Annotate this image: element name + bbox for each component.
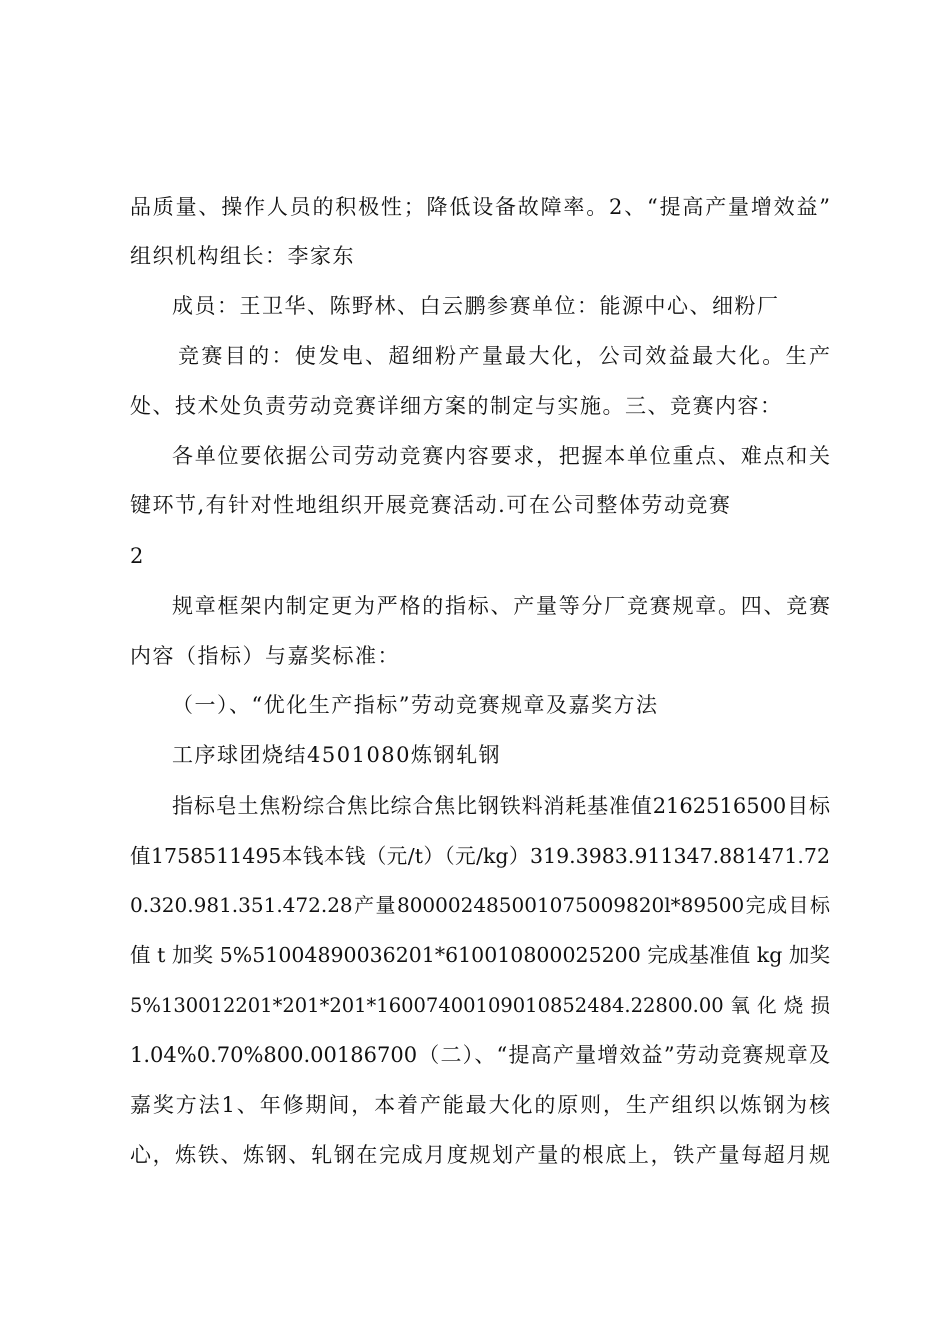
paragraph-line-11: 指标皂土焦粉综合焦比综合焦比钢铁料消耗基准值2162516500目标 [172, 794, 830, 818]
paragraph-line-10: 工序球团烧结4501080炼钢轧钢 [172, 743, 502, 767]
paragraph-line-1: 品质量、操作人员的积极性；降低设备故障率。2、“提高产量增效益” [130, 195, 830, 219]
paragraph-line-12: 值1758511495本钱本钱（元/t）（元/kg）319.3983.911347.881471.72 [130, 844, 830, 868]
paragraph-line-7: 键环节,有针对性地组织开展竞赛活动.可在公司整体劳动竞赛 [130, 493, 732, 517]
paragraph-line-13: 0.320.981.351.472.28产量800002485001075009820l*89500完成目标 [130, 893, 830, 917]
section-heading: （一）、“优化生产指标”劳动竞赛规章及嘉奖方法 [172, 693, 659, 717]
page-number: 2 [130, 544, 145, 568]
paragraph-line-17: 嘉奖方法1、年修期间，本着产能最大化的原则，生产组织以炼钢为核 [130, 1093, 830, 1117]
paragraph-line-15: 5%130012201*201*201*16007400109010852484.22800.00 氧 化 烧 损 [130, 994, 830, 1017]
paragraph-line-2: 组织机构组长：李家东 [130, 244, 355, 268]
paragraph-line-4: 竞赛目的：使发电、超细粉产量最大化，公司效益最大化。生产 [178, 344, 830, 368]
paragraph-line-6: 各单位要依据公司劳动竞赛内容要求，把握本单位重点、难点和关 [172, 444, 830, 468]
paragraph-line-5: 处、技术处负责劳动竞赛详细方案的制定与实施。三、竞赛内容： [130, 394, 783, 418]
paragraph-line-14: 值 t 加奖 5%51004890036201*610010800025200 完成基准值 kg 加奖 [130, 943, 830, 967]
paragraph-line-8: 规章框架内制定更为严格的指标、产量等分厂竞赛规章。四、竞赛 [172, 594, 830, 618]
paragraph-line-9: 内容（指标）与嘉奖标准： [130, 644, 400, 668]
paragraph-line-16: 1.04%0.70%800.00186700（二）、“提高产量增效益”劳动竞赛规章及 [130, 1043, 830, 1067]
paragraph-line-3: 成员：王卫华、陈野林、白云鹏参赛单位：能源中心、细粉厂 [172, 294, 780, 318]
paragraph-line-18: 心，炼铁、炼钢、轧钢在完成月度规划产量的根底上，铁产量每超月规 [130, 1143, 830, 1167]
